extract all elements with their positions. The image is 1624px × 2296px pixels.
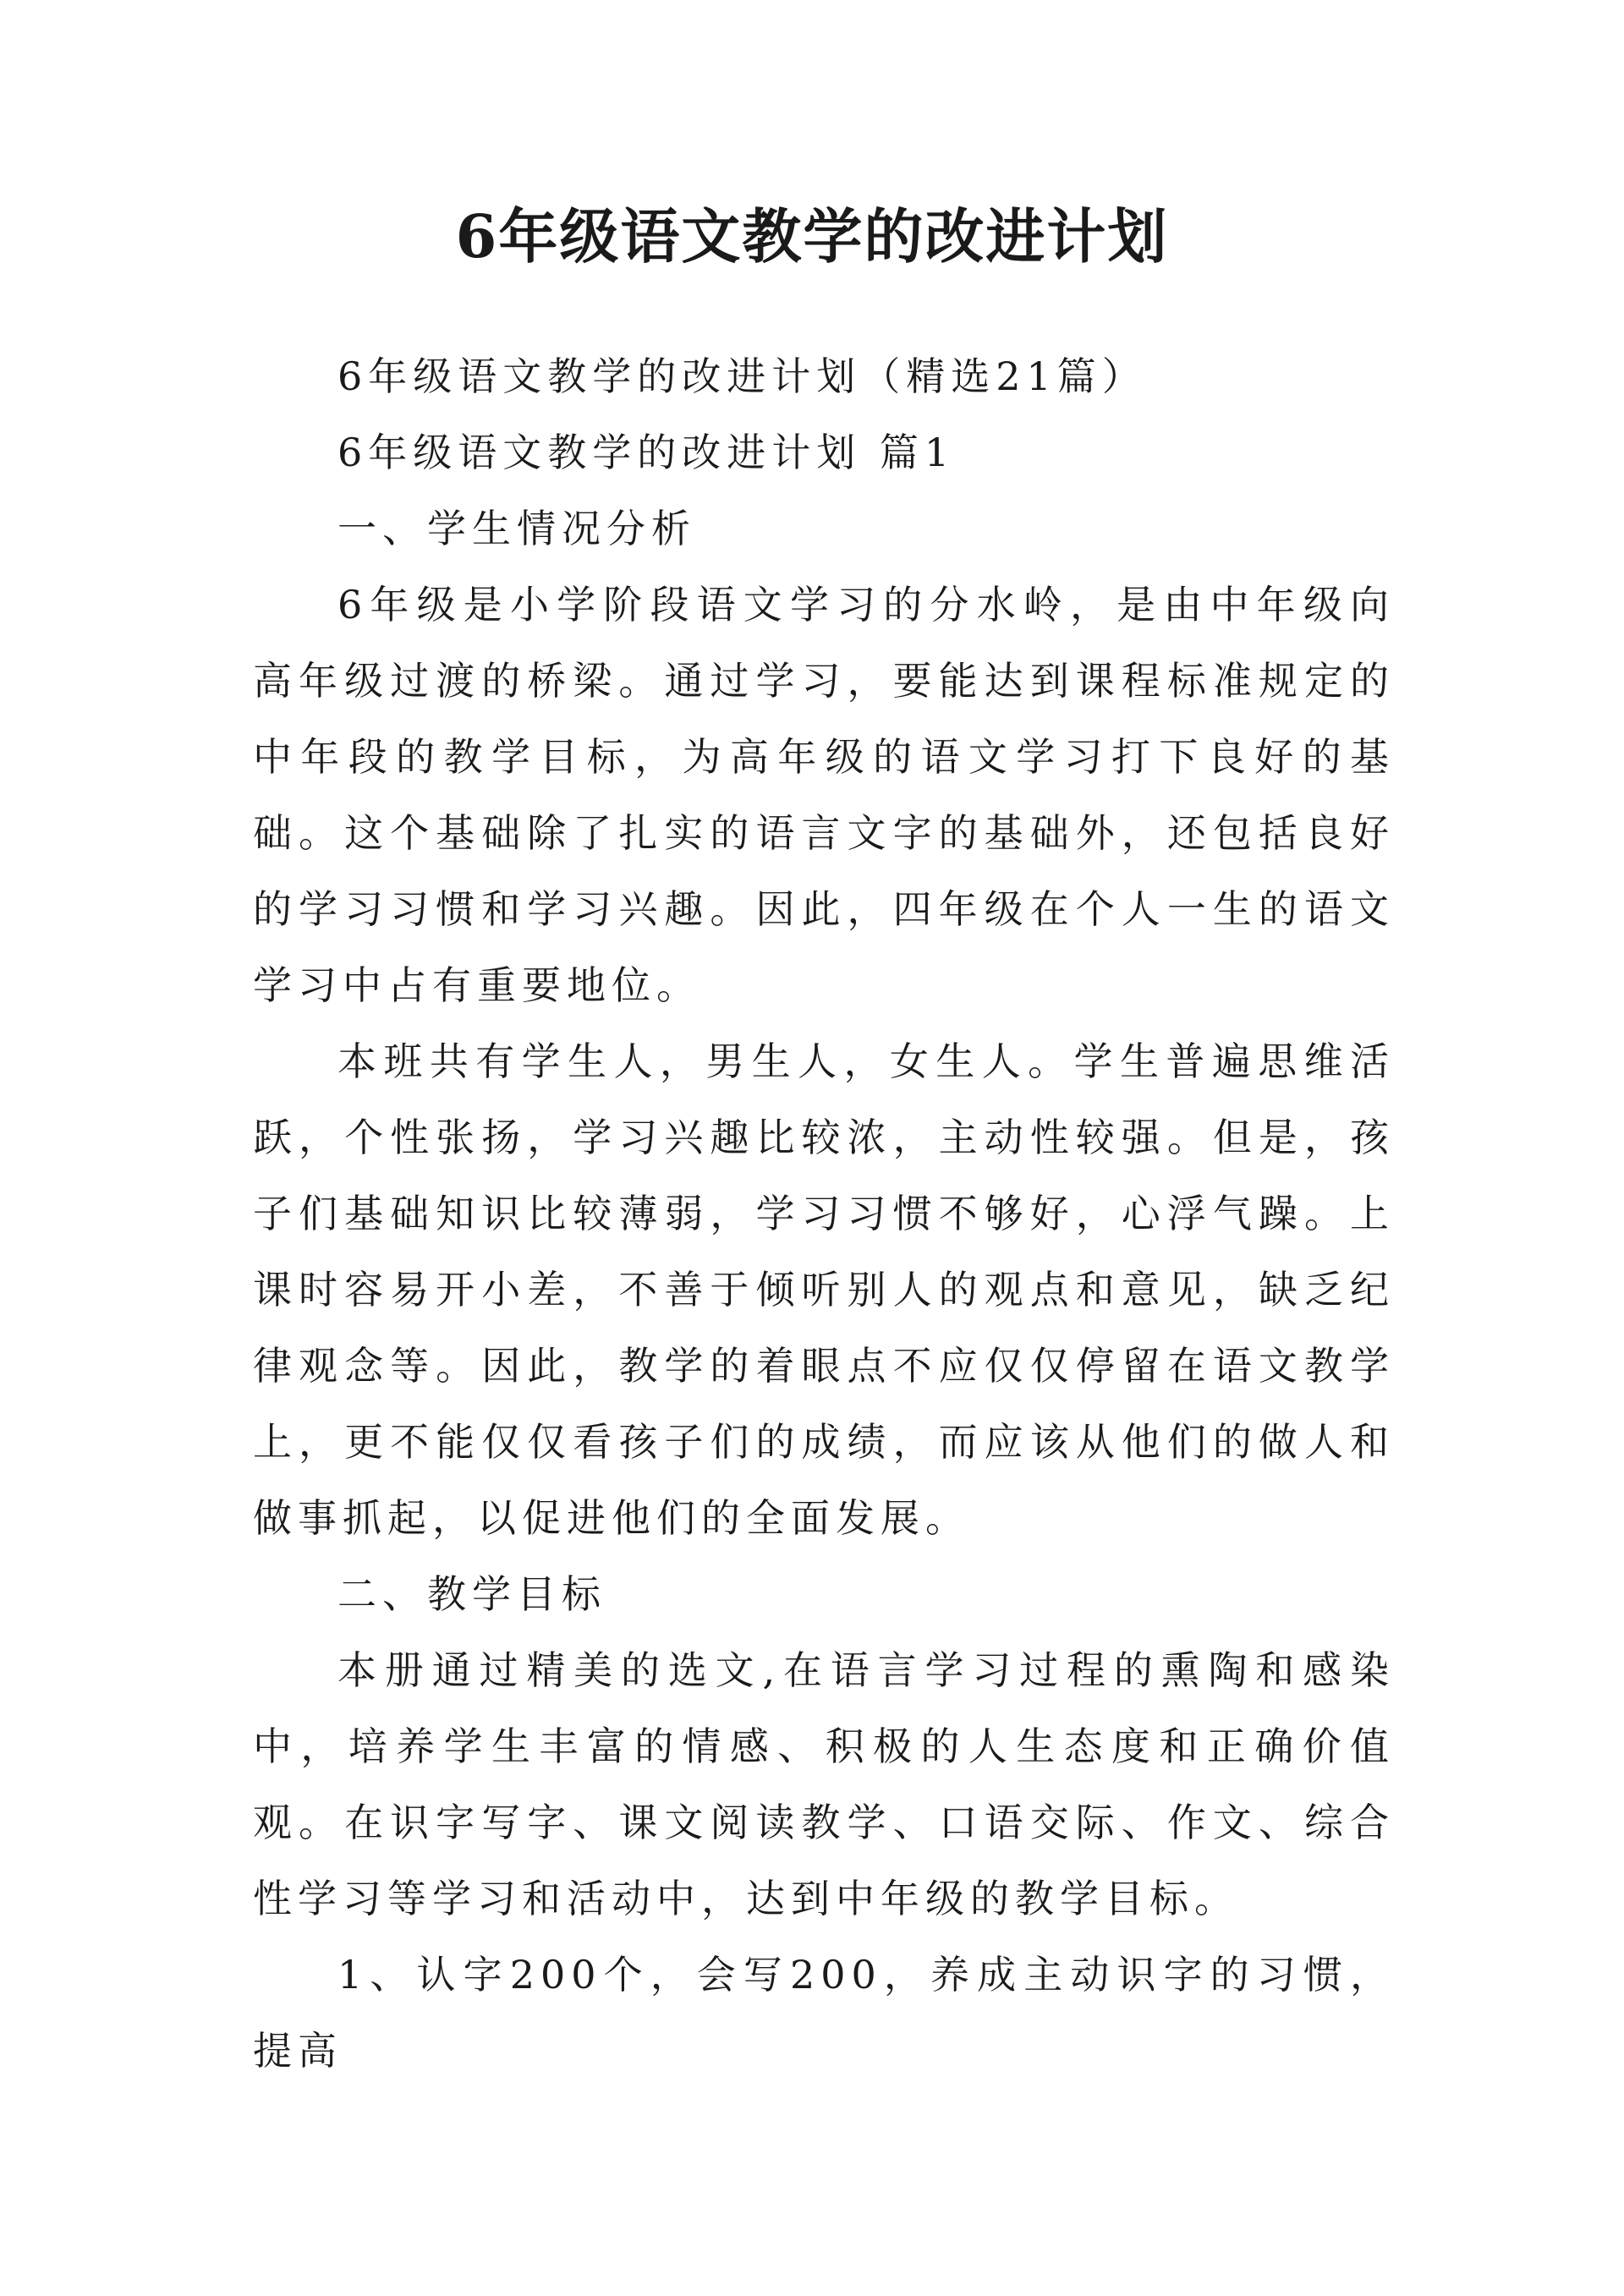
paragraph-goals-overview: 本册通过精美的选文,在语言学习过程的熏陶和感染中，培养学生丰富的情感、积极的人生态度和正确价值观。在识字写字、课文阅读教学、口语交际、作文、综合性学习等学习和活动中，达到中年级的教学目标。 xyxy=(253,1647,1395,1921)
paragraph-grade-overview: 6年级是小学阶段语文学习的分水岭，是由中年级向高年级过渡的桥梁。通过学习，要能达到课程标准规定的中年段的教学目标，为高年级的语文学习打下良好的基础。这个基础除了扎实的语言文字的基础外，还包括良好的学习习惯和学习兴趣。因此，四年级在个人一生的语文学习中占有重要地位。 xyxy=(253,582,1395,1008)
paragraph-article-heading: 6年级语文教学的改进计划 篇1 xyxy=(337,430,956,475)
paragraph-class-situation: 本班共有学生人，男生人，女生人。学生普遍思维活跃，个性张扬，学习兴趣比较浓，主动性较强。但是，孩子们基础知识比较薄弱，学习习惯不够好，心浮气躁。上课时容易开小差，不善于倾听别人的观点和意见，缺乏纪律观念等。因此，教学的着眼点不应仅仅停留在语文教学上，更不能仅仅看孩子们的成绩，而应该从他们的做人和做事抓起，以促进他们的全面发展。 xyxy=(253,1038,1395,1541)
document-title: 6年级语文教学的改进计划 xyxy=(455,201,1169,271)
paragraph-goal-item-1: 1、认字200个，会写200，养成主动识字的习惯，提高 xyxy=(253,1952,1395,2074)
document-body xyxy=(253,338,1395,2089)
section-heading-student-analysis: 一、学生情况分析 xyxy=(337,506,696,551)
paragraph-collection-heading: 6年级语文教学的改进计划（精选21篇） xyxy=(337,353,1147,399)
section-heading-teaching-goals: 二、教学目标 xyxy=(337,1571,606,1617)
